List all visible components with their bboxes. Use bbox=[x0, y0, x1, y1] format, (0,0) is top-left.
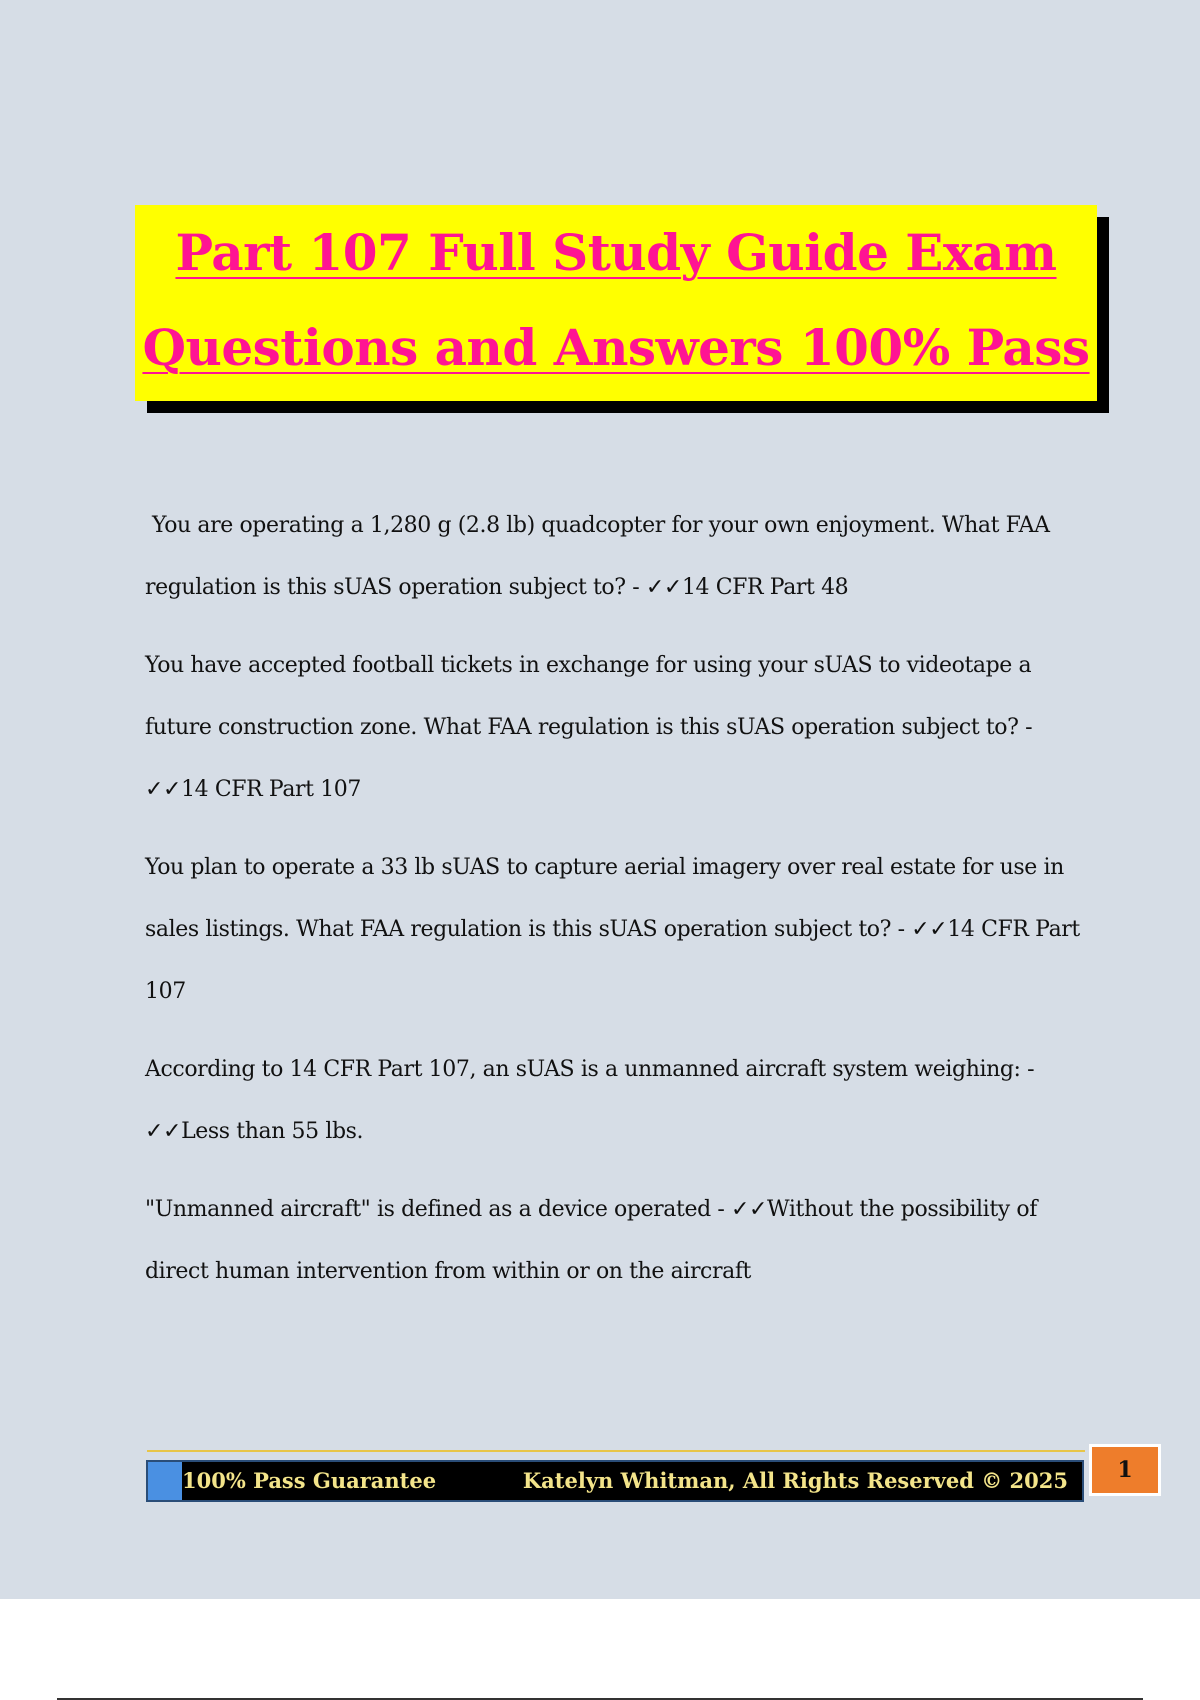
qa-item: You have accepted football tickets in exchange for using your sUAS to videotape a future construction zone. What FAA regulation is this sUAS operation subject to? - ✓✓14 CFR Part 107 bbox=[145, 653, 1033, 802]
title-banner bbox=[135, 205, 1097, 401]
title-line-1: Part 107 Full Study Guide Exam bbox=[175, 223, 1057, 282]
footer-left-text: 100% Pass Guarantee bbox=[182, 1468, 437, 1493]
footer-right-text: Katelyn Whitman, All Rights Reserved © 2025 bbox=[522, 1468, 1068, 1493]
footer-divider bbox=[147, 1450, 1085, 1452]
qa-item: You are operating a 1,280 g (2.8 lb) quadcopter for your own enjoyment. What FAA regulation is this sUAS operation subject to? - ✓✓14 CFR Part 48 bbox=[145, 513, 1050, 600]
qa-list bbox=[145, 495, 1090, 1319]
qa-item: You plan to operate a 33 lb sUAS to capture aerial imagery over real estate for use in sales listings. What FAA regulation is this sUAS operation subject to? - ✓✓14 CFR Part 107 bbox=[145, 855, 1080, 1004]
qa-item: "Unmanned aircraft" is defined as a device operated - ✓✓Without the possibility of direct human intervention from within or on the aircraft bbox=[145, 1197, 1037, 1284]
title-line-2: Questions and Answers 100% Pass bbox=[142, 318, 1090, 377]
page-number-badge: 1 bbox=[1089, 1444, 1161, 1496]
qa-item: According to 14 CFR Part 107, an sUAS is a unmanned aircraft system weighing: - ✓✓Less than 55 lbs. bbox=[145, 1057, 1035, 1144]
footer-bar bbox=[146, 1460, 1084, 1502]
